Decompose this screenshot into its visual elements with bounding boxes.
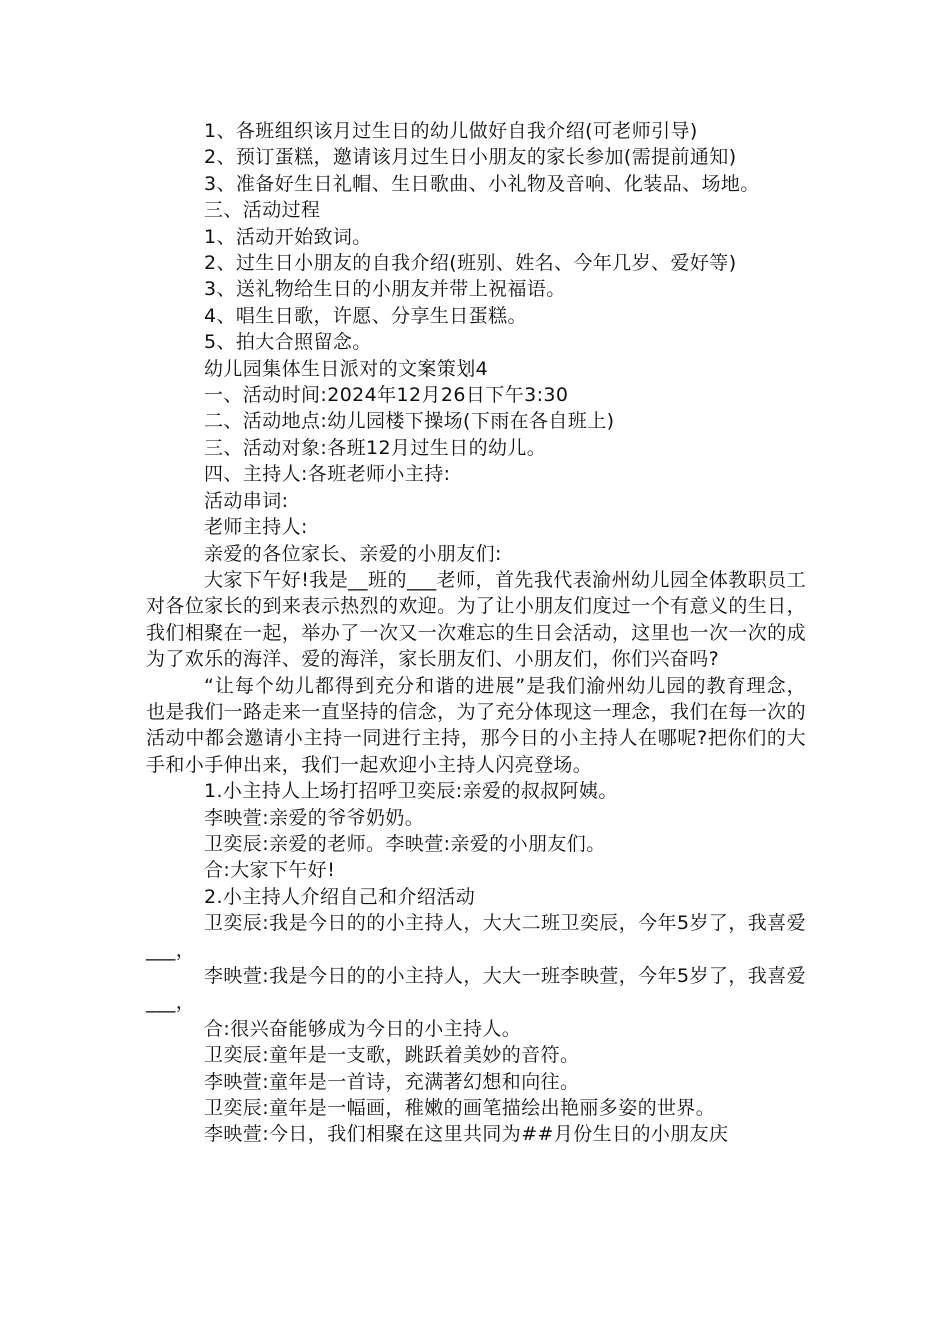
paragraph: 卫奕辰:童年是一支歌，跳跃着美妙的音符。	[204, 1044, 580, 1067]
paragraph: 合:大家下午好!	[204, 859, 336, 882]
paragraph: 卫奕辰:童年是一幅画，稚嫩的画笔描绘出艳丽多姿的世界。	[204, 1097, 716, 1120]
paragraph: 2.小主持人介绍自己和介绍活动	[204, 885, 476, 908]
paragraph: 三、活动对象:各班12月过生日的幼儿。	[204, 436, 547, 459]
paragraph: 老师主持人:	[204, 516, 308, 539]
document-title: 幼儿园集体生日派对的文案策划4	[204, 357, 489, 380]
document-page	[146, 118, 806, 1148]
paragraph: 1、各班组织该月过生日的幼儿做好自我介绍(可老师引导)	[204, 120, 698, 142]
paragraph: 李映萱:我是今日的的小主持人，大大一班李映萱，今年5岁了，我喜爱___，	[146, 965, 806, 1014]
paragraph: 卫奕辰:亲爱的老师。李映萱:亲爱的小朋友们。	[204, 832, 606, 855]
paragraph: “让每个幼儿都得到充分和谐的进展”是我们渝州幼儿园的教育理念，也是我们一路走来一直坚持的信念，为了充分体现这一理念，我们在每一次的活动中都会邀请小主持一同进行主持，那今日的小主持人在哪呢?把你们的大手和小手伸出来，我们一起欢迎小主持人闪亮登场。	[146, 674, 806, 776]
paragraph: 李映萱:亲爱的爷爷奶奶。	[204, 806, 425, 829]
paragraph: 二、活动地点:幼儿园楼下操场(下雨在各自班上)	[204, 410, 615, 433]
paragraph: 3、准备好生日礼帽、生日歌曲、小礼物及音响、化装品、场地。	[204, 172, 760, 195]
paragraph: 2、过生日小朋友的自我介绍(班别、姓名、今年几岁、爱好等)	[204, 252, 737, 275]
paragraph: 活动串词:	[204, 489, 289, 512]
paragraph: 4、唱生日歌，许愿、分享生日蛋糕。	[204, 304, 527, 327]
paragraph: 5、拍大合照留念。	[204, 331, 372, 354]
paragraph: 四、主持人:各班老师小主持:	[204, 463, 451, 486]
paragraph: 卫奕辰:我是今日的的小主持人，大大二班卫奕辰，今年5岁了，我喜爱___，	[146, 912, 806, 961]
paragraph: 3、送礼物给生日的小朋友并带上祝福语。	[204, 278, 566, 301]
paragraph: 一、活动时间:2024年12月26日下午3:30	[204, 384, 569, 407]
section-heading: 三、活动过程	[204, 199, 321, 222]
paragraph: 1、活动开始致词。	[204, 225, 372, 248]
paragraph: 大家下午好!我是__班的___老师，首先我代表渝州幼儿园全体教职员工对各位家长的到来表示热烈的欢迎。为了让小朋友们度过一个有意义的生日，我们相聚在一起，举办了一次又一次难忘的生日会活动，这里也一次一次的成为了欢乐的海洋、爱的海洋，家长朋友们、小朋友们，你们兴奋吗?	[146, 568, 806, 671]
paragraph: 合:很兴奋能够成为今日的小主持人。	[204, 1017, 522, 1040]
paragraph: 李映萱:童年是一首诗，充满著幻想和向往。	[204, 1070, 580, 1093]
paragraph: 亲爱的各位家长、亲爱的小朋友们:	[204, 542, 502, 565]
paragraph: 2、预订蛋糕，邀请该月过生日小朋友的家长参加(需提前通知)	[204, 146, 737, 169]
paragraph: 李映萱:今日，我们相聚在这里共同为##月份生日的小朋友庆	[204, 1123, 729, 1146]
paragraph: 1.小主持人上场打招呼卫奕辰:亲爱的叔叔阿姨。	[204, 780, 618, 803]
